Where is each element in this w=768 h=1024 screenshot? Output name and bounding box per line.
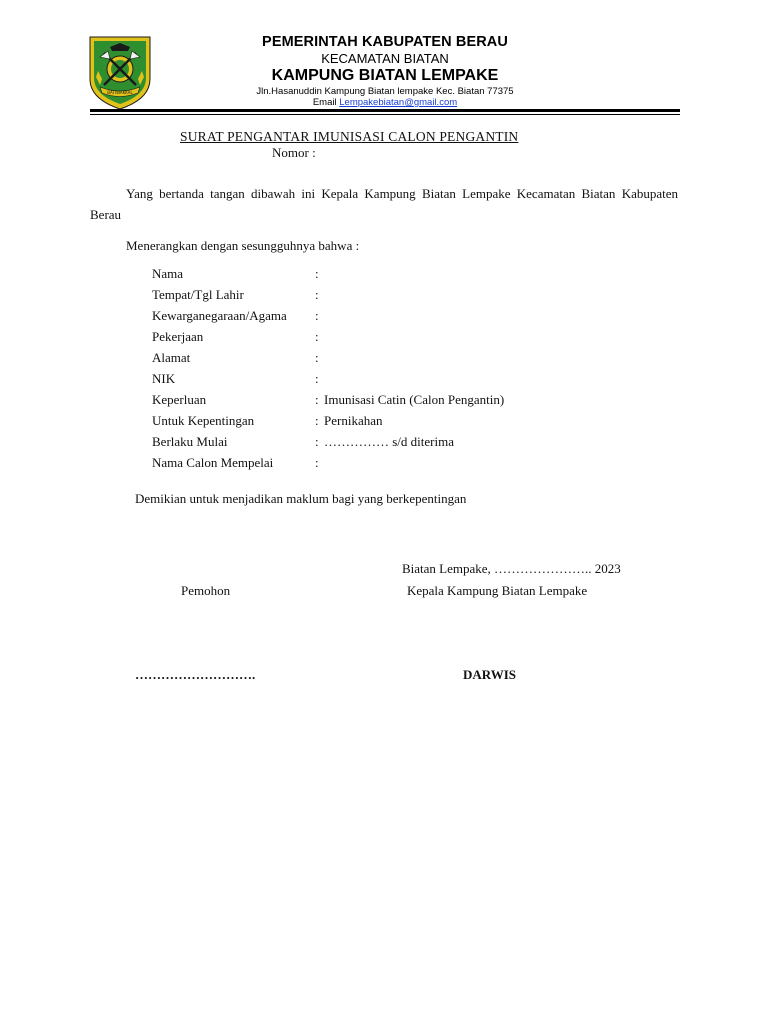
official-title: Kepala Kampung Biatan Lempake (407, 583, 588, 598)
field-colon: : (315, 308, 319, 323)
field-label: Berlaku Mulai (152, 434, 228, 449)
field-colon: : (315, 266, 319, 281)
field-colon: : (315, 329, 319, 344)
field-label: Keperluan (152, 392, 207, 407)
field-label: Tempat/Tgl Lahir (152, 287, 244, 302)
field-colon: : (315, 371, 319, 386)
applicant-name-placeholder: ………………………. (135, 667, 256, 682)
field-row-nama-calon-mempelai (152, 452, 504, 473)
intro-paragraph: Yang bertanda tangan dibawah ini Kepala Kampung Biatan Lempake Kecamatan Biatan Kabupaten Berau (90, 186, 678, 222)
field-label: Nama Calon Mempelai (152, 455, 274, 470)
kabupaten-berau-logo (88, 35, 152, 111)
letter-title: SURAT PENGANTAR IMUNISASI CALON PENGANTIN (180, 129, 519, 144)
letterhead-district: KECAMATAN BIATAN (321, 51, 449, 66)
closing-paragraph: Demikian untuk menjadikan maklum bagi yang berkepentingan (135, 491, 467, 506)
field-value: Imunisasi Catin (Calon Pengantin) (324, 392, 505, 407)
field-colon: : (315, 287, 319, 302)
field-value: Pernikahan (324, 413, 383, 428)
letterhead-address: Jln.Hasanuddin Kampung Biatan lempake Kec. Biatan 77375 (256, 86, 514, 97)
field-row-kewarganegaraan-agama (152, 305, 504, 326)
field-row-alamat (152, 347, 504, 368)
email-link[interactable]: Lempakebiatan@gmail.com (339, 97, 458, 108)
letterhead-village: KAMPUNG BIATAN LEMPAKE (271, 67, 499, 84)
identity-fields (152, 263, 504, 473)
field-label: NIK (152, 371, 176, 386)
signature-place-date: Biatan Lempake, ………………….. 2023 (402, 561, 621, 576)
field-label: Kewarganegaraan/Agama (152, 308, 287, 323)
letter-number: Nomor : (272, 145, 316, 160)
field-colon: : (315, 413, 319, 428)
applicant-label: Pemohon (181, 583, 231, 598)
letterhead (170, 34, 600, 108)
letterhead-email-line (170, 97, 600, 108)
field-row-untuk-kepentingan (152, 410, 504, 431)
field-colon: : (315, 350, 319, 365)
statement-paragraph: Menerangkan dengan sesungguhnya bahwa : (126, 238, 360, 253)
letterhead-divider-thick (90, 109, 680, 112)
field-label: Pekerjaan (152, 329, 204, 344)
letterhead-divider-thin (90, 114, 680, 115)
field-label: Nama (152, 266, 184, 281)
field-value: …………… s/d diterima (324, 434, 454, 449)
field-label: Untuk Kepentingan (152, 413, 255, 428)
field-row-nama (152, 263, 504, 284)
field-row-tempat-tgl-lahir (152, 284, 504, 305)
field-row-keperluan (152, 389, 504, 410)
field-colon: : (315, 392, 319, 407)
official-name: DARWIS (463, 667, 516, 682)
field-row-pekerjaan (152, 326, 504, 347)
field-row-nik (152, 368, 504, 389)
logo-ribbon-text: BATIWAKKAL (107, 90, 133, 95)
field-colon: : (315, 455, 319, 470)
email-label: Email (312, 97, 337, 108)
letterhead-government: PEMERINTAH KABUPATEN BERAU (262, 34, 508, 50)
field-row-berlaku-mulai (152, 431, 504, 452)
field-label: Alamat (152, 350, 191, 365)
field-colon: : (315, 434, 319, 449)
